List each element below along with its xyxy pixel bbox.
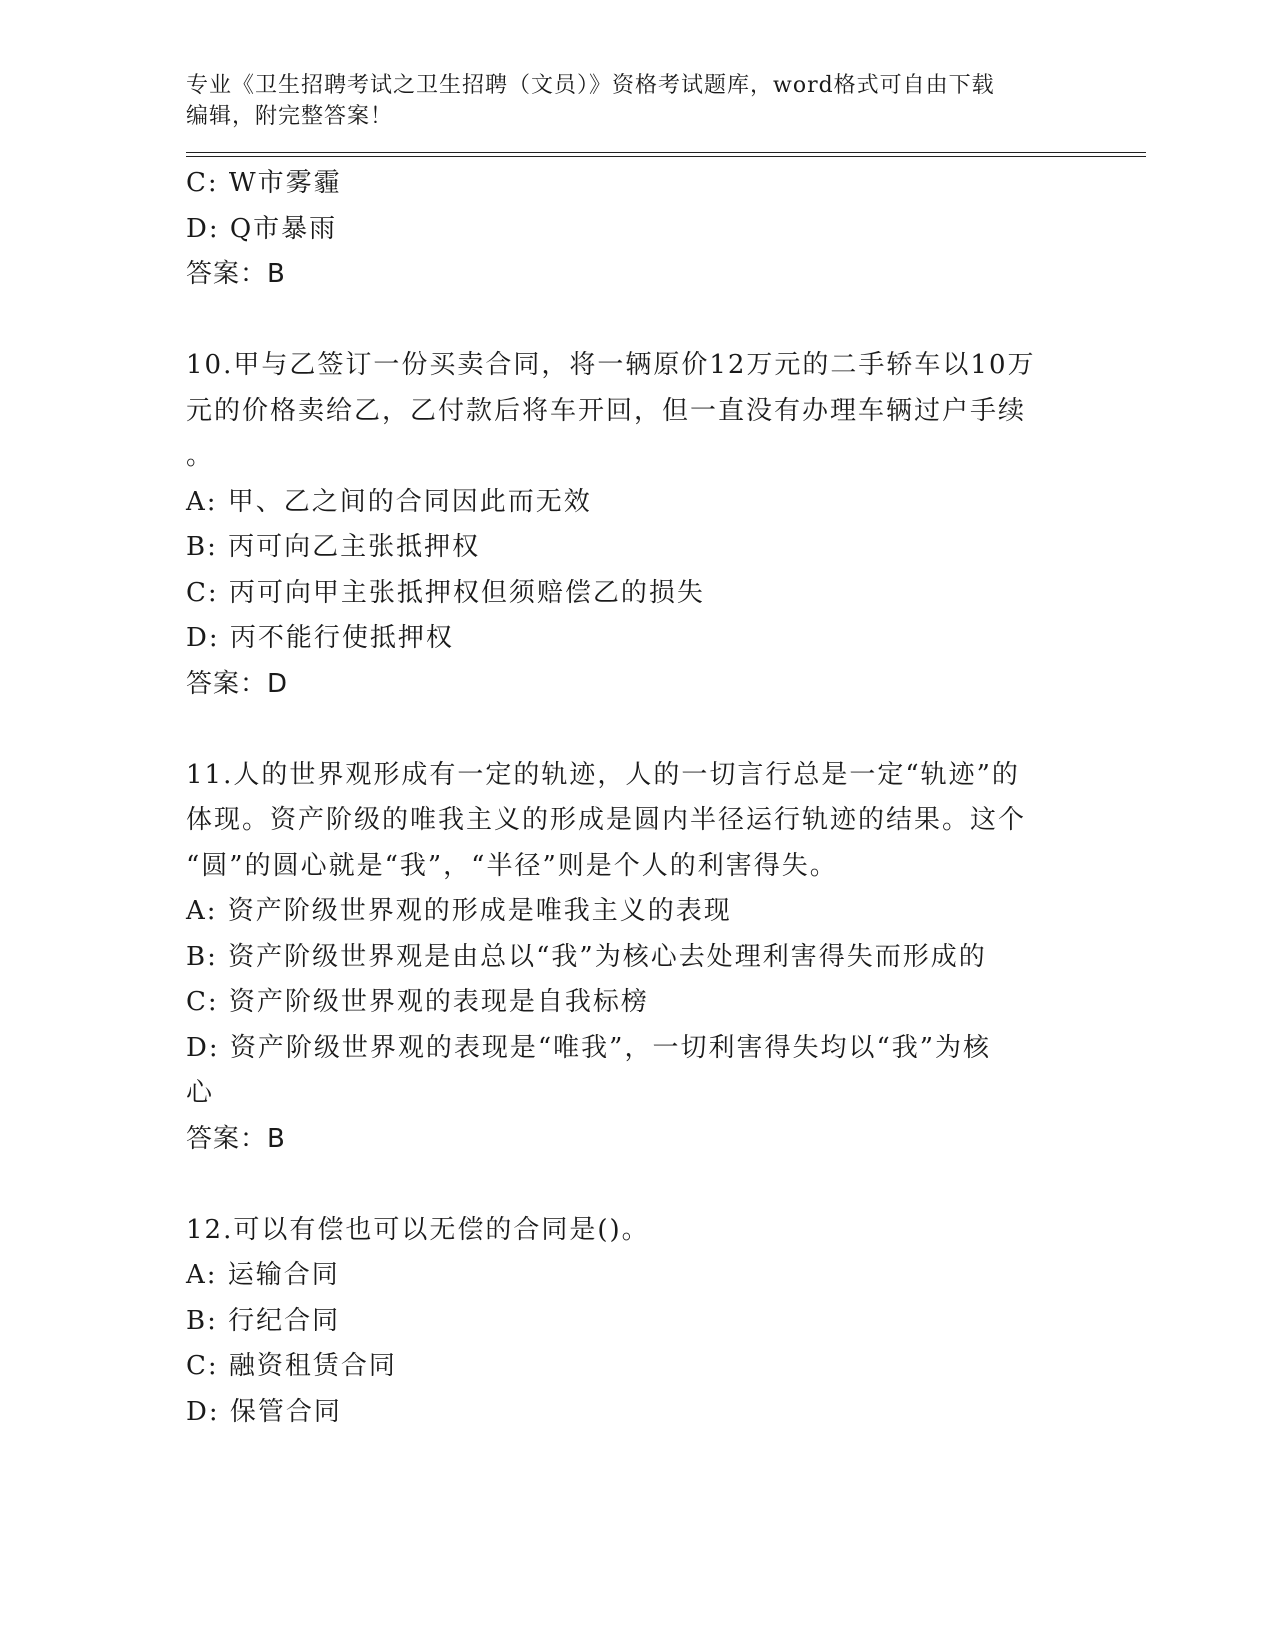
option-b: B: 资产阶级世界观是由总以“我”为核心去处理利害得失而形成的 — [186, 941, 987, 972]
header-line-1: 专业《卫生招聘考试之卫生招聘（文员）》资格考试题库，word格式可自由下载 — [186, 73, 995, 98]
header-line-2: 编辑，附完整答案！ — [186, 104, 394, 129]
question-text-line: 12.可以有偿也可以无偿的合同是()。 — [186, 1214, 650, 1245]
question-text-line: 10.甲与乙签订一份买卖合同，将一辆原价12万元的二手轿车以10万 — [186, 350, 1036, 380]
question-text-line: 11.人的世界观形成有一定的轨迹，人的一切言行总是一定“轨迹”的 — [186, 759, 1020, 790]
option-c: C: 丙可向甲主张抵押权但须赔偿乙的损失 — [186, 577, 705, 608]
option-b: B: 行纪合同 — [186, 1305, 341, 1336]
document-header — [186, 70, 1066, 132]
question-text-line: 体现。资产阶级的唯我主义的形成是圆内半径运行轨迹的结果。这个 — [186, 805, 1027, 835]
document-page — [186, 70, 1146, 1435]
spacer — [186, 1162, 1146, 1208]
answer-line: 答案：D — [186, 668, 289, 699]
question-10 — [186, 343, 1146, 707]
spacer — [186, 298, 1146, 344]
question-text-line: 元的价格卖给乙，乙付款后将车开回，但一直没有办理车辆过户手续 — [186, 395, 1027, 426]
question-12 — [186, 1208, 1146, 1436]
question-11 — [186, 753, 1146, 1163]
header-divider — [186, 152, 1146, 157]
question-text-line: “圆”的圆心就是“我”，“半径”则是个人的利害得失。 — [186, 850, 838, 881]
option-d: D: 保管合同 — [186, 1396, 342, 1427]
option-d: D: Q市暴雨 — [186, 213, 338, 244]
question-text-line: 。 — [186, 441, 215, 471]
answer-line: 答案：B — [186, 259, 286, 289]
option-c: C: 资产阶级世界观的表现是自我标榜 — [186, 987, 649, 1017]
option-c: C: 融资租赁合同 — [186, 1351, 397, 1381]
option-a: A: 资产阶级世界观的形成是唯我主义的表现 — [186, 896, 732, 926]
option-a: A: 运输合同 — [186, 1260, 340, 1290]
spacer — [186, 707, 1146, 753]
option-d-continuation: 心 — [186, 1078, 215, 1108]
option-c: C: W市雾霾 — [186, 168, 342, 198]
option-b: B: 丙可向乙主张抵押权 — [186, 532, 481, 562]
option-d: D: 资产阶级世界观的表现是“唯我”，一切利害得失均以“我”为核 — [186, 1032, 992, 1063]
option-a: A: 甲、乙之间的合同因此而无效 — [186, 486, 592, 517]
answer-line: 答案：B — [186, 1123, 286, 1154]
option-d: D: 丙不能行使抵押权 — [186, 623, 454, 653]
previous-question-tail — [186, 161, 1146, 298]
question-list — [186, 161, 1146, 1435]
